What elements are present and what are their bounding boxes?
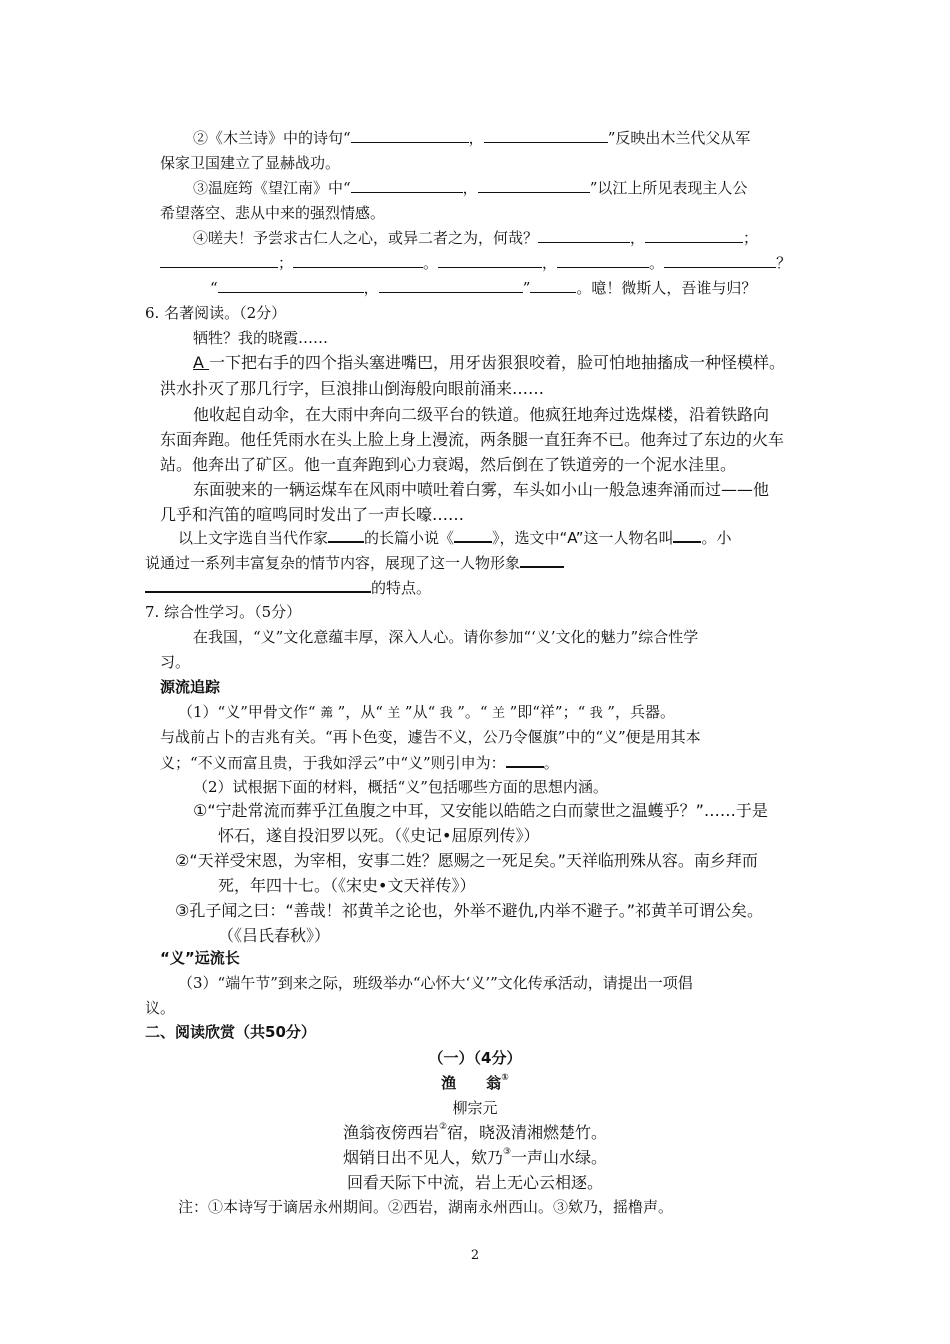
text: 一下把右手的四个指头塞进嘴巴，用牙齿狠狠咬着，脸可怕地抽搐成一种怪模样。 (209, 353, 786, 372)
q7-material-1: ①“宁赴常流而葬乎江鱼腹之中耳，又安能以皓皓之白而蒙世之温蠖乎？”……于是 (193, 801, 768, 820)
q5-line-mulan (193, 128, 750, 148)
text: 一声山水绿。 (511, 1148, 608, 1167)
text: ， (363, 279, 379, 297)
text: ” (522, 279, 531, 297)
q6-question-line (178, 527, 732, 548)
answer-blank[interactable] (673, 527, 701, 543)
page-number: 2 (470, 1248, 480, 1263)
text: “ (210, 279, 218, 297)
text: ； (743, 229, 759, 247)
answer-blank[interactable] (530, 278, 576, 293)
poem-title (0, 1073, 950, 1093)
part2-subheading: （一）（4分） (428, 1049, 522, 1067)
answer-blank[interactable] (506, 752, 544, 768)
oracle-bone-wo-glyph: 我 (589, 706, 603, 721)
text: （1）“义”甲骨文作“ (178, 703, 316, 721)
answer-blank[interactable] (328, 527, 364, 543)
text: ， (630, 229, 646, 247)
q7-sub3-prompt: 议。 (145, 999, 176, 1017)
poem-line: 回看天际下中流，岩上无心云相逐。 (346, 1173, 603, 1192)
answer-blank[interactable] (664, 253, 776, 268)
q6-passage-line: 牺牲？我的晓霞…… (193, 329, 329, 347)
answer-blank[interactable] (557, 253, 649, 268)
text: ， (462, 179, 478, 197)
text: 》，选文中“A”这一人物名叫 (492, 529, 674, 547)
q7-sub2-prompt: （2）试根据下面的材料，概括“义”包括哪些方面的思想内涵。 (193, 778, 608, 796)
answer-blank[interactable] (351, 128, 469, 143)
text: ”反映出木兰代父从军 (607, 129, 751, 147)
answer-blank[interactable] (145, 577, 371, 593)
q6-passage-line (193, 352, 785, 374)
text: ②《木兰诗》中的诗句“ (193, 129, 351, 147)
q6-passage-line: 洪水扑灭了那几行字，巨浪排山倒海般向眼前涌来…… (160, 379, 545, 398)
q6-passage-line: 东面驶来的一辆运煤车在风雨中喷吐着白雾，车头如小山一般急速奔涌而过——他 (193, 480, 770, 499)
text: 渔翁夜傍西岩 (342, 1123, 439, 1142)
q7-material-2: 死，年四十七。（《宋史•文天祥传》） (218, 876, 476, 895)
q7-material-3: （《吕氏春秋》） (218, 926, 331, 945)
text: ”。“ (457, 703, 488, 721)
q7-heading: 7. 综合性学习。（5分） (145, 603, 302, 621)
footnote-marker: ① (501, 1073, 509, 1083)
text: 渔 翁 (441, 1074, 502, 1092)
q5-line-yueyanglou (193, 228, 758, 248)
text: 宿，晓汲清湘燃楚竹。 (447, 1123, 608, 1142)
oracle-bone-wo-glyph: 我 (439, 706, 453, 721)
text: 。小 (701, 529, 732, 547)
oracle-bone-yi-glyph: 羛 (320, 706, 334, 721)
q5-line-yueyanglou-3 (160, 278, 756, 298)
text: ”，从“ (337, 703, 383, 721)
q7-sub1-line (160, 752, 559, 773)
poem-notes: 注：①本诗写于谪居永州期间。②西岩，湖南永州西山。③欸乃，摇橹声。 (178, 1198, 674, 1216)
text: 以上文字选自当代作家 (178, 529, 329, 547)
q5-line-wangjiangnan-cont: 希望落空、悲从中来的强烈情感。 (160, 204, 386, 222)
q6-passage-line: 他收起自动伞，在大雨中奔向二级平台的铁道。他疯狂地奔过选煤楼，沿着铁路向 (193, 405, 770, 424)
text: 说通过一系列丰富复杂的情节内容，展现了这一人物形象 (145, 554, 521, 572)
q6-passage-line: 站。他奔出了矿区。他一直奔跑到心力衰竭，然后倒在了铁道旁的一个泥水洼里。 (160, 455, 737, 474)
text: 。 (423, 254, 439, 272)
character-marker-a: A (193, 353, 210, 372)
q7-material-1: 怀石，遂自投汨罗以死。（《史记•屈原列传》） (218, 826, 540, 845)
answer-blank[interactable] (293, 253, 423, 268)
q7-sub3-prompt: （3）“端午节”到来之际，班级举办“心怀大‘义’”文化传承活动，请提出一项倡 (178, 974, 693, 992)
section-title-legacy: “义”远流长 (160, 949, 240, 967)
answer-blank[interactable] (218, 278, 364, 293)
section-title-origin: 源流追踪 (160, 678, 221, 696)
text: 。 (543, 754, 559, 772)
text: ， (542, 254, 558, 272)
answer-blank[interactable] (351, 178, 463, 193)
answer-blank[interactable] (520, 552, 564, 568)
text: ？ (776, 254, 792, 272)
q7-material-3: ③孔子闻之曰：“善哉！祁黄羊之论也，外举不避仇,内举不避子。”祁黄羊可谓公矣。 (175, 901, 764, 920)
text: ”即“祥”；“ (509, 703, 586, 721)
text: 义；“不义而富且贵，于我如浮云”中“义”则引申为： (160, 754, 506, 772)
q7-material-2: ②“天祥受宋恩，为宰相，安事二姓？愿赐之一死足矣。”天祥临刑殊从容。南乡拜而 (175, 851, 758, 870)
poem-line (0, 1147, 950, 1169)
q5-line-yueyanglou-2 (160, 253, 791, 273)
q5-line-mulan-cont: 保家卫国建立了显赫战功。 (160, 154, 341, 172)
answer-blank[interactable] (160, 253, 278, 268)
q5-line-wangjiangnan (193, 178, 747, 198)
text: ， (468, 129, 484, 147)
text: ”，兵器。 (607, 703, 675, 721)
text: 。 (649, 254, 665, 272)
q7-sub1-line: 与战前占卜的吉兆有关。“再卜色变，遽告不义，公乃令偃旗”中的“义”便是用其本 (160, 728, 701, 746)
answer-blank[interactable] (478, 178, 590, 193)
oracle-bone-yang-glyph: 𦍌 (387, 706, 401, 721)
answer-blank[interactable] (484, 128, 608, 143)
part2-heading: 二、阅读欣赏（共50分） (145, 1023, 316, 1041)
spacer (160, 279, 210, 293)
q6-question-line (145, 552, 564, 573)
text: ”从“ (404, 703, 436, 721)
q6-passage-line: 东面奔跑。他任凭雨水在头上脸上身上漫流，两条腿一直狂奔不已。他奔过了东边的火车 (160, 430, 785, 449)
footnote-marker: ③ (502, 1147, 512, 1157)
footnote-marker: ② (438, 1122, 448, 1132)
q7-sub1-line (178, 702, 675, 724)
text: ④嗟夫！予尝求古仁人之心，或异二者之为，何哉？ (193, 229, 539, 247)
text: 烟销日出不见人，欸乃 (342, 1148, 503, 1167)
q6-passage-line: 几乎和汽笛的喧鸣同时发出了一声长嚎…… (160, 505, 465, 524)
text: ”以江上所见表现主人公 (589, 179, 748, 197)
text: ③温庭筠《望江南》中“ (193, 179, 351, 197)
oracle-bone-yang-glyph: 𦍌 (492, 706, 506, 721)
answer-blank[interactable] (379, 278, 523, 293)
q6-question-line (145, 577, 431, 598)
q7-intro: 在我国，“义”文化意蕴丰厚，深入人心。请你参加“‘义’文化的魅力”综合性学 (193, 628, 699, 646)
text: ； (278, 254, 294, 272)
q7-intro: 习。 (160, 653, 191, 671)
text: 的特点。 (371, 579, 432, 597)
poem-author: 柳宗元 (452, 1099, 498, 1117)
text: 的长篇小说《 (364, 529, 455, 547)
answer-blank[interactable] (538, 228, 630, 243)
answer-blank[interactable] (438, 253, 542, 268)
text: 。噫！微斯人，吾谁与归？ (576, 279, 757, 297)
poem-line (0, 1122, 950, 1144)
answer-blank[interactable] (645, 228, 743, 243)
answer-blank[interactable] (454, 527, 492, 543)
q6-heading: 6. 名著阅读。（2分） (145, 304, 287, 322)
